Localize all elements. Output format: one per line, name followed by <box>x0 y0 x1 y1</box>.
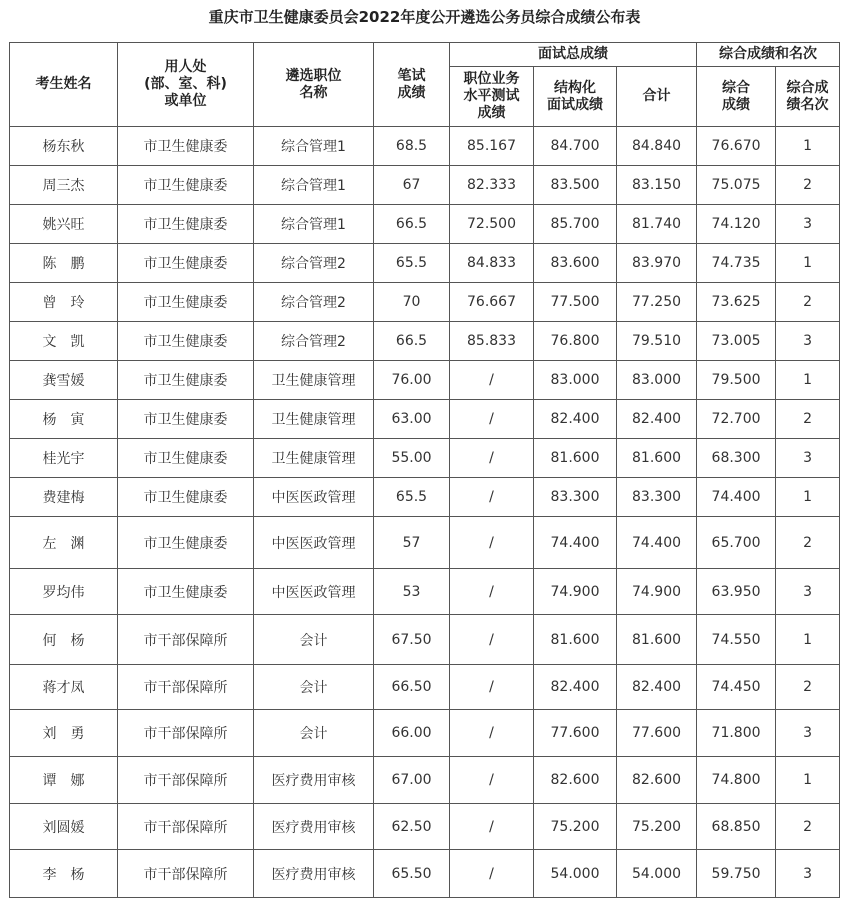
cell-position: 会计 <box>254 710 374 757</box>
cell-job-test: / <box>450 478 534 517</box>
cell-rank: 3 <box>776 205 840 244</box>
cell-name: 刘 勇 <box>10 710 118 757</box>
cell-unit: 市卫生健康委 <box>118 244 254 283</box>
cell-subtotal: 75.200 <box>617 804 697 850</box>
cell-name: 李 杨 <box>10 850 118 898</box>
cell-written: 65.5 <box>374 478 450 517</box>
cell-rank: 3 <box>776 569 840 615</box>
cell-job-test: 76.667 <box>450 283 534 322</box>
cell-rank: 1 <box>776 361 840 400</box>
header-unit: 用人处 (部、室、科) 或单位 <box>118 43 254 127</box>
cell-structured: 83.500 <box>534 166 617 205</box>
cell-position: 综合管理2 <box>254 244 374 283</box>
cell-subtotal: 82.600 <box>617 757 697 804</box>
table-row <box>10 322 840 361</box>
cell-job-test: / <box>450 710 534 757</box>
cell-subtotal: 83.150 <box>617 166 697 205</box>
cell-structured: 81.600 <box>534 439 617 478</box>
cell-unit: 市干部保障所 <box>118 665 254 710</box>
cell-written: 67.00 <box>374 757 450 804</box>
cell-position: 综合管理1 <box>254 205 374 244</box>
cell-job-test: 72.500 <box>450 205 534 244</box>
cell-composite: 74.735 <box>697 244 776 283</box>
cell-unit: 市卫生健康委 <box>118 439 254 478</box>
cell-position: 综合管理2 <box>254 322 374 361</box>
cell-written: 63.00 <box>374 400 450 439</box>
cell-job-test: 85.167 <box>450 127 534 166</box>
cell-structured: 83.600 <box>534 244 617 283</box>
cell-unit: 市干部保障所 <box>118 710 254 757</box>
cell-unit: 市卫生健康委 <box>118 127 254 166</box>
cell-rank: 1 <box>776 244 840 283</box>
cell-position: 医疗费用审核 <box>254 804 374 850</box>
header-rank: 综合成 绩名次 <box>776 67 840 127</box>
cell-structured: 84.700 <box>534 127 617 166</box>
cell-composite: 75.075 <box>697 166 776 205</box>
cell-written: 68.5 <box>374 127 450 166</box>
table-row <box>10 127 840 166</box>
score-table <box>9 42 840 898</box>
cell-unit: 市卫生健康委 <box>118 361 254 400</box>
table-row <box>10 569 840 615</box>
cell-composite: 68.300 <box>697 439 776 478</box>
cell-structured: 74.900 <box>534 569 617 615</box>
cell-subtotal: 79.510 <box>617 322 697 361</box>
cell-subtotal: 81.600 <box>617 439 697 478</box>
cell-unit: 市干部保障所 <box>118 757 254 804</box>
header-position: 遴选职位 名称 <box>254 43 374 127</box>
cell-job-test: 84.833 <box>450 244 534 283</box>
cell-structured: 83.300 <box>534 478 617 517</box>
cell-name: 刘圆媛 <box>10 804 118 850</box>
cell-written: 70 <box>374 283 450 322</box>
cell-composite: 74.450 <box>697 665 776 710</box>
cell-position: 卫生健康管理 <box>254 361 374 400</box>
cell-structured: 76.800 <box>534 322 617 361</box>
header-name: 考生姓名 <box>10 43 118 127</box>
cell-rank: 2 <box>776 804 840 850</box>
cell-composite: 73.005 <box>697 322 776 361</box>
cell-job-test: / <box>450 517 534 569</box>
cell-composite: 79.500 <box>697 361 776 400</box>
cell-composite: 74.550 <box>697 615 776 665</box>
cell-rank: 1 <box>776 478 840 517</box>
cell-written: 66.50 <box>374 665 450 710</box>
cell-written: 55.00 <box>374 439 450 478</box>
cell-name: 姚兴旺 <box>10 205 118 244</box>
header-composite: 综合 成绩 <box>697 67 776 127</box>
cell-composite: 59.750 <box>697 850 776 898</box>
cell-structured: 75.200 <box>534 804 617 850</box>
cell-position: 综合管理1 <box>254 127 374 166</box>
cell-name: 杨 寅 <box>10 400 118 439</box>
cell-job-test: / <box>450 439 534 478</box>
cell-position: 中医医政管理 <box>254 569 374 615</box>
cell-job-test: / <box>450 665 534 710</box>
cell-unit: 市干部保障所 <box>118 804 254 850</box>
cell-subtotal: 84.840 <box>617 127 697 166</box>
cell-composite: 72.700 <box>697 400 776 439</box>
cell-position: 会计 <box>254 615 374 665</box>
cell-subtotal: 54.000 <box>617 850 697 898</box>
cell-written: 67 <box>374 166 450 205</box>
cell-position: 会计 <box>254 665 374 710</box>
cell-name: 谭 娜 <box>10 757 118 804</box>
cell-unit: 市卫生健康委 <box>118 205 254 244</box>
header-job-test: 职位业务 水平测试 成绩 <box>450 67 534 127</box>
table-row <box>10 166 840 205</box>
header-written: 笔试 成绩 <box>374 43 450 127</box>
cell-position: 医疗费用审核 <box>254 850 374 898</box>
table-body <box>10 127 840 898</box>
cell-written: 65.5 <box>374 244 450 283</box>
cell-job-test: / <box>450 569 534 615</box>
cell-name: 何 杨 <box>10 615 118 665</box>
cell-job-test: 85.833 <box>450 322 534 361</box>
table-row <box>10 205 840 244</box>
cell-name: 左 渊 <box>10 517 118 569</box>
cell-name: 周三杰 <box>10 166 118 205</box>
cell-unit: 市卫生健康委 <box>118 283 254 322</box>
cell-position: 综合管理1 <box>254 166 374 205</box>
header-composite-group: 综合成绩和名次 <box>697 43 840 67</box>
cell-rank: 2 <box>776 283 840 322</box>
cell-name: 文 凯 <box>10 322 118 361</box>
table-row <box>10 665 840 710</box>
cell-rank: 2 <box>776 400 840 439</box>
cell-rank: 3 <box>776 710 840 757</box>
cell-structured: 74.400 <box>534 517 617 569</box>
cell-position: 综合管理2 <box>254 283 374 322</box>
cell-unit: 市卫生健康委 <box>118 569 254 615</box>
cell-written: 76.00 <box>374 361 450 400</box>
cell-name: 陈 鹏 <box>10 244 118 283</box>
cell-job-test: / <box>450 850 534 898</box>
table-header <box>10 43 840 127</box>
cell-position: 中医医政管理 <box>254 478 374 517</box>
cell-job-test: 82.333 <box>450 166 534 205</box>
cell-job-test: / <box>450 615 534 665</box>
cell-structured: 82.400 <box>534 665 617 710</box>
cell-subtotal: 77.600 <box>617 710 697 757</box>
cell-name: 杨东秋 <box>10 127 118 166</box>
cell-structured: 83.000 <box>534 361 617 400</box>
cell-subtotal: 82.400 <box>617 665 697 710</box>
cell-job-test: / <box>450 757 534 804</box>
cell-unit: 市卫生健康委 <box>118 517 254 569</box>
cell-rank: 1 <box>776 757 840 804</box>
cell-rank: 3 <box>776 322 840 361</box>
header-interview-group: 面试总成绩 <box>450 43 697 67</box>
table-row <box>10 283 840 322</box>
document-title: 重庆市卫生健康委员会2022年度公开遴选公务员综合成绩公布表 <box>208 8 641 26</box>
cell-rank: 2 <box>776 517 840 569</box>
cell-rank: 1 <box>776 615 840 665</box>
cell-rank: 1 <box>776 127 840 166</box>
table-row <box>10 439 840 478</box>
cell-structured: 54.000 <box>534 850 617 898</box>
cell-unit: 市干部保障所 <box>118 850 254 898</box>
cell-structured: 81.600 <box>534 615 617 665</box>
cell-name: 罗均伟 <box>10 569 118 615</box>
cell-subtotal: 83.300 <box>617 478 697 517</box>
cell-rank: 3 <box>776 850 840 898</box>
cell-written: 66.00 <box>374 710 450 757</box>
cell-unit: 市卫生健康委 <box>118 478 254 517</box>
header-subtotal: 合计 <box>617 67 697 127</box>
cell-structured: 82.600 <box>534 757 617 804</box>
cell-subtotal: 83.970 <box>617 244 697 283</box>
cell-name: 桂光宇 <box>10 439 118 478</box>
table-row <box>10 615 840 665</box>
cell-name: 费建梅 <box>10 478 118 517</box>
cell-position: 卫生健康管理 <box>254 400 374 439</box>
cell-subtotal: 82.400 <box>617 400 697 439</box>
cell-position: 中医医政管理 <box>254 517 374 569</box>
table-row <box>10 244 840 283</box>
cell-unit: 市卫生健康委 <box>118 322 254 361</box>
cell-structured: 85.700 <box>534 205 617 244</box>
cell-position: 医疗费用审核 <box>254 757 374 804</box>
table-row <box>10 361 840 400</box>
table-row <box>10 710 840 757</box>
cell-name: 蒋才凤 <box>10 665 118 710</box>
cell-subtotal: 81.600 <box>617 615 697 665</box>
cell-structured: 82.400 <box>534 400 617 439</box>
cell-written: 65.50 <box>374 850 450 898</box>
cell-job-test: / <box>450 400 534 439</box>
cell-subtotal: 74.400 <box>617 517 697 569</box>
cell-name: 曾 玲 <box>10 283 118 322</box>
table-row <box>10 850 840 898</box>
cell-composite: 65.700 <box>697 517 776 569</box>
cell-composite: 76.670 <box>697 127 776 166</box>
cell-written: 66.5 <box>374 322 450 361</box>
cell-composite: 63.950 <box>697 569 776 615</box>
cell-rank: 2 <box>776 665 840 710</box>
cell-rank: 3 <box>776 439 840 478</box>
cell-job-test: / <box>450 804 534 850</box>
cell-name: 龚雪媛 <box>10 361 118 400</box>
cell-written: 57 <box>374 517 450 569</box>
cell-composite: 74.120 <box>697 205 776 244</box>
cell-unit: 市卫生健康委 <box>118 400 254 439</box>
cell-unit: 市卫生健康委 <box>118 166 254 205</box>
cell-composite: 68.850 <box>697 804 776 850</box>
cell-rank: 2 <box>776 166 840 205</box>
cell-subtotal: 74.900 <box>617 569 697 615</box>
cell-structured: 77.500 <box>534 283 617 322</box>
cell-written: 53 <box>374 569 450 615</box>
cell-job-test: / <box>450 361 534 400</box>
cell-written: 62.50 <box>374 804 450 850</box>
cell-composite: 74.400 <box>697 478 776 517</box>
cell-written: 66.5 <box>374 205 450 244</box>
cell-subtotal: 77.250 <box>617 283 697 322</box>
header-structured: 结构化 面试成绩 <box>534 67 617 127</box>
cell-position: 卫生健康管理 <box>254 439 374 478</box>
cell-composite: 73.625 <box>697 283 776 322</box>
cell-unit: 市干部保障所 <box>118 615 254 665</box>
cell-written: 67.50 <box>374 615 450 665</box>
table-row <box>10 517 840 569</box>
cell-subtotal: 83.000 <box>617 361 697 400</box>
cell-structured: 77.600 <box>534 710 617 757</box>
table-row <box>10 400 840 439</box>
cell-subtotal: 81.740 <box>617 205 697 244</box>
cell-composite: 71.800 <box>697 710 776 757</box>
cell-composite: 74.800 <box>697 757 776 804</box>
table-row <box>10 804 840 850</box>
table-row <box>10 478 840 517</box>
table-row <box>10 757 840 804</box>
